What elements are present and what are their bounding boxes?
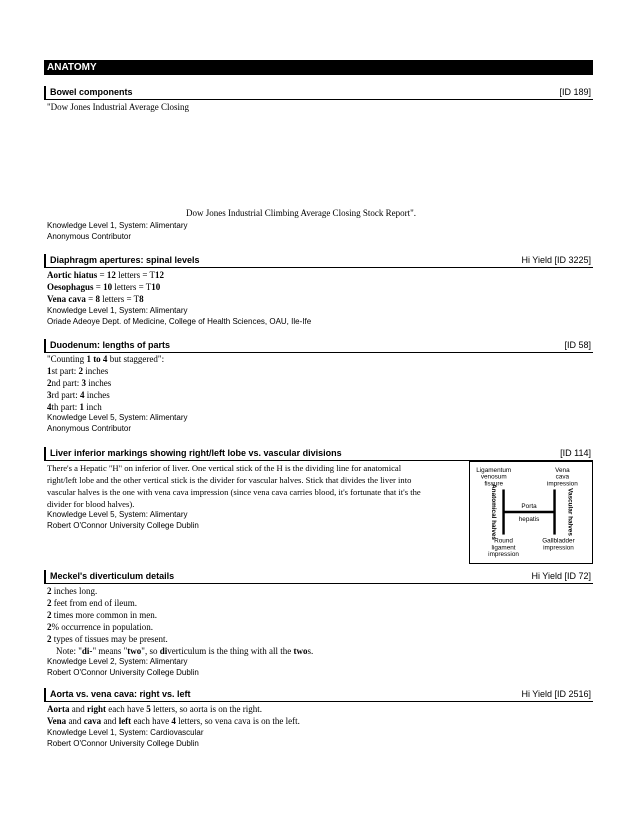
diagram-label: Porta — [521, 503, 537, 511]
entry-title: Liver inferior markings showing right/left lobe vs. vascular divisions — [50, 448, 342, 458]
mnemonic-line: 2 types of tissues may be present. — [47, 634, 168, 644]
knowledge-level: Knowledge Level 1, System: Alimentary — [47, 221, 188, 230]
contributor: Robert O'Connor University College Dublin — [47, 668, 199, 677]
diagram-label: venosum — [480, 473, 507, 481]
mnemonic-note: Note: "di-" means "two", so diverticulum is the thing with all the twos. — [56, 646, 314, 656]
mnemonic-line: divider for blood halves). — [47, 499, 135, 509]
knowledge-level: Knowledge Level 5, System: Alimentary — [47, 510, 188, 519]
mnemonic-line: 2nd part: 3 inches — [47, 378, 112, 388]
mnemonic-line: There's a Hepatic "H" on inferior of liver. One vertical stick of the H is the dividing line for anatomical — [47, 463, 402, 473]
entry-header-diaphragm — [44, 254, 593, 268]
diagram-label: fissure — [484, 480, 504, 488]
diagram-label: Ligamentum — [476, 466, 512, 474]
mnemonic-line: 2 feet from end of ileum. — [47, 598, 137, 608]
contributor: Oriade Adeoye Dept. of Medicine, College of Health Sciences, OAU, Ile-Ife — [47, 317, 312, 326]
contributor: Robert O'Connor University College Dublin — [47, 739, 199, 748]
section-header: ANATOMY — [44, 60, 593, 75]
mnemonic-line: Aorta and right each have 5 letters, so aorta is on the right. — [47, 704, 262, 714]
diagram-label: Gallbladder — [542, 537, 575, 545]
mnemonic-line: Oesophagus = 10 letters = T10 — [47, 282, 161, 292]
mnemonic-line: vascular halves is the one with vena cava impression (since vena cava carries blood, it's fortunate that it's the — [47, 487, 421, 497]
diagram-label: Anatomical halves — [489, 484, 497, 540]
mnemonic-line: 3rd part: 4 inches — [47, 390, 110, 400]
mnemonic-line: 2% occurrence in population. — [47, 622, 153, 632]
contributor: Anonymous Contributor — [47, 424, 132, 433]
knowledge-level: Knowledge Level 5, System: Alimentary — [47, 413, 188, 422]
mnemonic-line: "Dow Jones Industrial Average Closing — [47, 102, 189, 112]
diagram-label: impression — [543, 544, 574, 552]
mnemonic-line: 2 times more common in men. — [47, 610, 157, 620]
diagram-label: Round — [494, 537, 513, 545]
entry-title: Meckel's diverticulum details — [50, 571, 175, 581]
entry-title: Duodenum: lengths of parts — [50, 340, 170, 350]
liver-h-diagram — [469, 461, 593, 564]
mnemonic-line: Vena cava = 8 letters = T8 — [47, 294, 144, 304]
diagram-label: Vena — [555, 466, 570, 474]
knowledge-level: Knowledge Level 1, System: Cardiovascular — [47, 728, 204, 737]
mnemonic-line: 2 inches long. — [47, 586, 98, 596]
entry-title: Bowel components — [50, 87, 133, 97]
diagram-label: Vascular halves — [566, 488, 574, 536]
entry-id: Hi Yield [ID 3225] — [521, 255, 591, 265]
entry-header-liver — [44, 447, 593, 461]
entry-id: Hi Yield [ID 72] — [531, 571, 591, 581]
entry-id: [ID 114] — [560, 448, 591, 458]
entry-header-bowel — [44, 86, 593, 100]
diagram-label: cava — [555, 473, 570, 481]
diagram-label: ligament — [491, 544, 516, 552]
mnemonic-line: 4th part: 1 inch — [47, 402, 102, 412]
entry-title: Aorta vs. vena cava: right vs. left — [50, 689, 191, 699]
contributor: Robert O'Connor University College Dublin — [47, 521, 199, 530]
entry-header-aorta — [44, 688, 593, 702]
mnemonic-line: right/left lobe and the other vertical stick is the divider for vascular halves. Stick that divides the liver into — [47, 475, 412, 485]
mnemonic-line: Dow Jones Industrial Climbing Average Closing Stock Report". — [186, 208, 416, 218]
mnemonic-line: Aortic hiatus = 12 letters = T12 — [47, 270, 164, 280]
diagram-label: impression — [488, 551, 519, 559]
liver-h-svg — [470, 462, 592, 563]
entry-id: [ID 58] — [564, 340, 591, 350]
mnemonic-line: "Counting 1 to 4 but staggered": — [47, 354, 165, 364]
diagram-label: impression — [547, 480, 578, 488]
entry-title: Diaphragm apertures: spinal levels — [50, 255, 200, 265]
entry-header-duodenum — [44, 339, 593, 353]
entry-header-meckel — [44, 570, 593, 584]
entry-id: Hi Yield [ID 2516] — [521, 689, 591, 699]
knowledge-level: Knowledge Level 1, System: Alimentary — [47, 306, 188, 315]
mnemonic-line: 1st part: 2 inches — [47, 366, 109, 376]
diagram-label: hepatis — [518, 515, 540, 523]
contributor: Anonymous Contributor — [47, 232, 132, 241]
mnemonic-line: Vena and cava and left each have 4 letters, so vena cava is on the left. — [47, 716, 300, 726]
entry-id: [ID 189] — [559, 87, 591, 97]
knowledge-level: Knowledge Level 2, System: Alimentary — [47, 657, 188, 666]
